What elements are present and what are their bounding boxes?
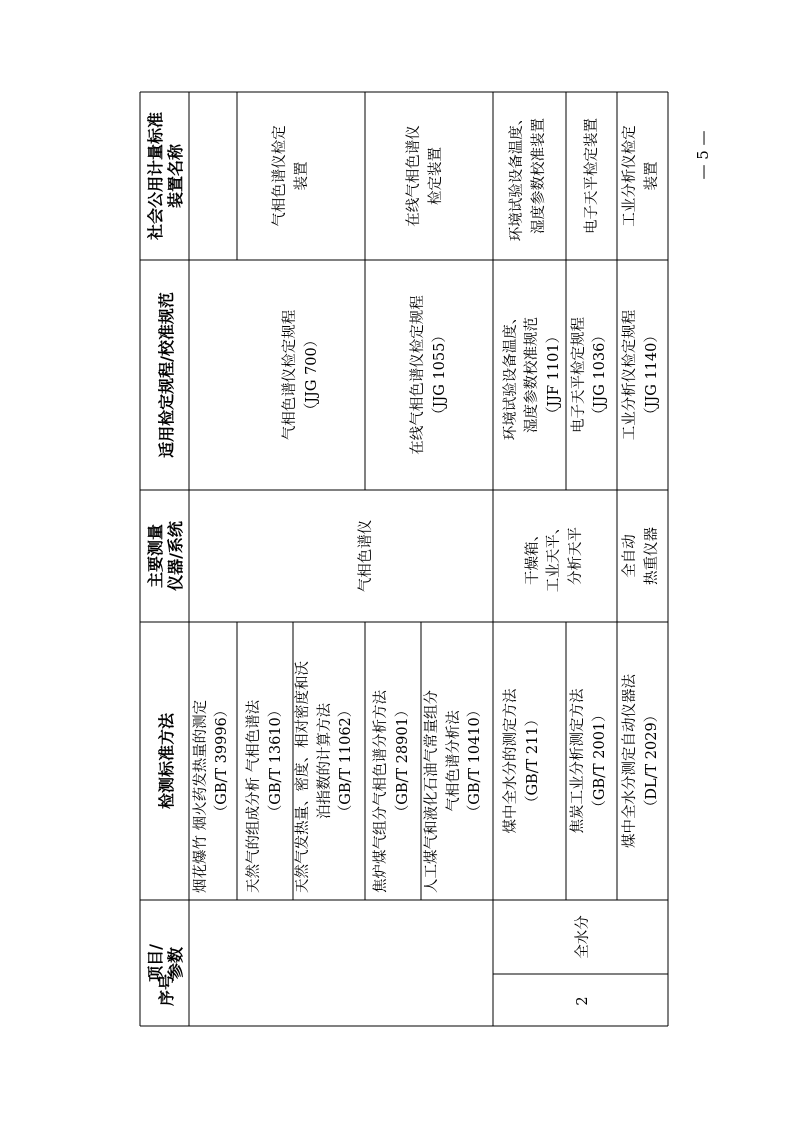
page-number: — 5 — bbox=[694, 130, 712, 180]
instrument-gc: 气相色谱仪 bbox=[358, 519, 374, 593]
instrument-set-line-1: 干燥箱、 bbox=[525, 527, 541, 585]
method-8-line-2: （DL/T 2029） bbox=[644, 707, 660, 815]
method-6-line-2: （GB/T 211） bbox=[525, 711, 541, 811]
spec-2-line-1: 在线气相色谱仪检定规程 bbox=[410, 295, 426, 455]
method-8-line-1: 煤中全水分测定自动仪器法 bbox=[622, 674, 638, 848]
method-3-line-2: 泊指数的计算方法 bbox=[317, 703, 333, 819]
instrument-tga-line-1: 全自动 bbox=[622, 534, 638, 578]
device-3-line-1: 环境试验设备温度、 bbox=[509, 110, 525, 242]
method-5-line-1: 人工煤气和液化石油气常量组分 bbox=[424, 690, 440, 893]
header-item: 项目/ bbox=[146, 944, 165, 982]
row-2-seq: 2 bbox=[575, 996, 591, 1006]
header-device-name: 装置名称 bbox=[166, 143, 185, 209]
spec-3-line-1: 环境试验设备温度、 bbox=[503, 309, 519, 441]
device-2-line-1: 在线气相色谱仪 bbox=[406, 125, 422, 227]
method-7-line-1: 焦炭工业分析测定方法 bbox=[570, 688, 586, 834]
method-2-line-2: （GB/T 13610） bbox=[268, 702, 284, 820]
spec-5-line-2: （JJG 1140） bbox=[644, 328, 660, 422]
spec-column bbox=[280, 295, 660, 455]
header-param: 参数 bbox=[166, 946, 185, 980]
method-3-line-3: （GB/T 11062） bbox=[338, 702, 354, 820]
device-column bbox=[270, 111, 660, 242]
method-5-line-3: （GB/T 10410） bbox=[467, 702, 483, 820]
instrument-set-line-2: 工业天平、 bbox=[546, 519, 562, 593]
row-2-labels bbox=[574, 915, 591, 1006]
device-5-line-1: 工业分析仪检定 bbox=[622, 125, 638, 227]
device-4-line-1: 电子天平检定装置 bbox=[584, 118, 600, 234]
spec-4-line-1: 电子天平检定规程 bbox=[571, 317, 587, 433]
header-seq: 序号 bbox=[157, 973, 176, 1006]
header-system: 仪器/系统 bbox=[166, 521, 185, 591]
spec-1-line-2: （JJG 700） bbox=[304, 332, 320, 418]
instrument-column bbox=[357, 520, 660, 593]
instrument-set-line-3: 分析天平 bbox=[568, 527, 584, 585]
method-4-line-2: （GB/T 28901） bbox=[395, 702, 411, 820]
device-1-line-1: 气相色谱仪检定 bbox=[272, 125, 288, 227]
header-method: 检测标准方法 bbox=[157, 712, 176, 810]
row-2-item: 全水分 bbox=[575, 915, 591, 959]
header-instrument: 主要测量 bbox=[146, 523, 165, 589]
instrument-tga-line-2: 热重仪器 bbox=[644, 527, 660, 585]
spec-5-line-1: 工业分析仪检定规程 bbox=[622, 309, 638, 441]
method-1-line-2: （GB/T 39996） bbox=[214, 702, 230, 820]
device-1-line-2: 装置 bbox=[294, 161, 310, 191]
header-spec: 适用检定规程/校准规范 bbox=[157, 292, 176, 458]
method-6-line-1: 煤中全水分的测定方法 bbox=[503, 688, 519, 834]
spec-4-line-2: （JJG 1036） bbox=[592, 328, 608, 422]
method-3-line-1: 天然气发热量、密度、相对密度和沃 bbox=[295, 661, 311, 893]
method-2-line-1: 天然气的组成分析 气相色谱法 bbox=[246, 699, 262, 893]
method-4-line-1: 焦炉煤气组分气相色谱分析方法 bbox=[373, 690, 389, 893]
header-row bbox=[146, 112, 185, 1006]
device-3-line-2: 湿度参数校准装置 bbox=[531, 118, 547, 234]
method-7-line-2: （GB/T 2001） bbox=[592, 707, 608, 815]
method-5-line-2: 气相色谱分析法 bbox=[446, 710, 462, 812]
spec-1-line-1: 气相色谱仪检定规程 bbox=[282, 309, 298, 441]
method-1-line-1: 烟花爆竹 烟火药发热量的测定 bbox=[193, 699, 209, 893]
method-column bbox=[191, 661, 660, 893]
device-5-line-2: 装置 bbox=[644, 161, 660, 191]
spec-3-line-2: 湿度参数校准规范 bbox=[524, 317, 540, 433]
spec-2-line-2: （JJG 1055） bbox=[432, 328, 448, 422]
header-device: 社会公用计量标准 bbox=[146, 111, 165, 241]
spec-3-line-3: （JJF 1101） bbox=[546, 328, 562, 422]
device-2-line-2: 检定装置 bbox=[428, 147, 444, 205]
